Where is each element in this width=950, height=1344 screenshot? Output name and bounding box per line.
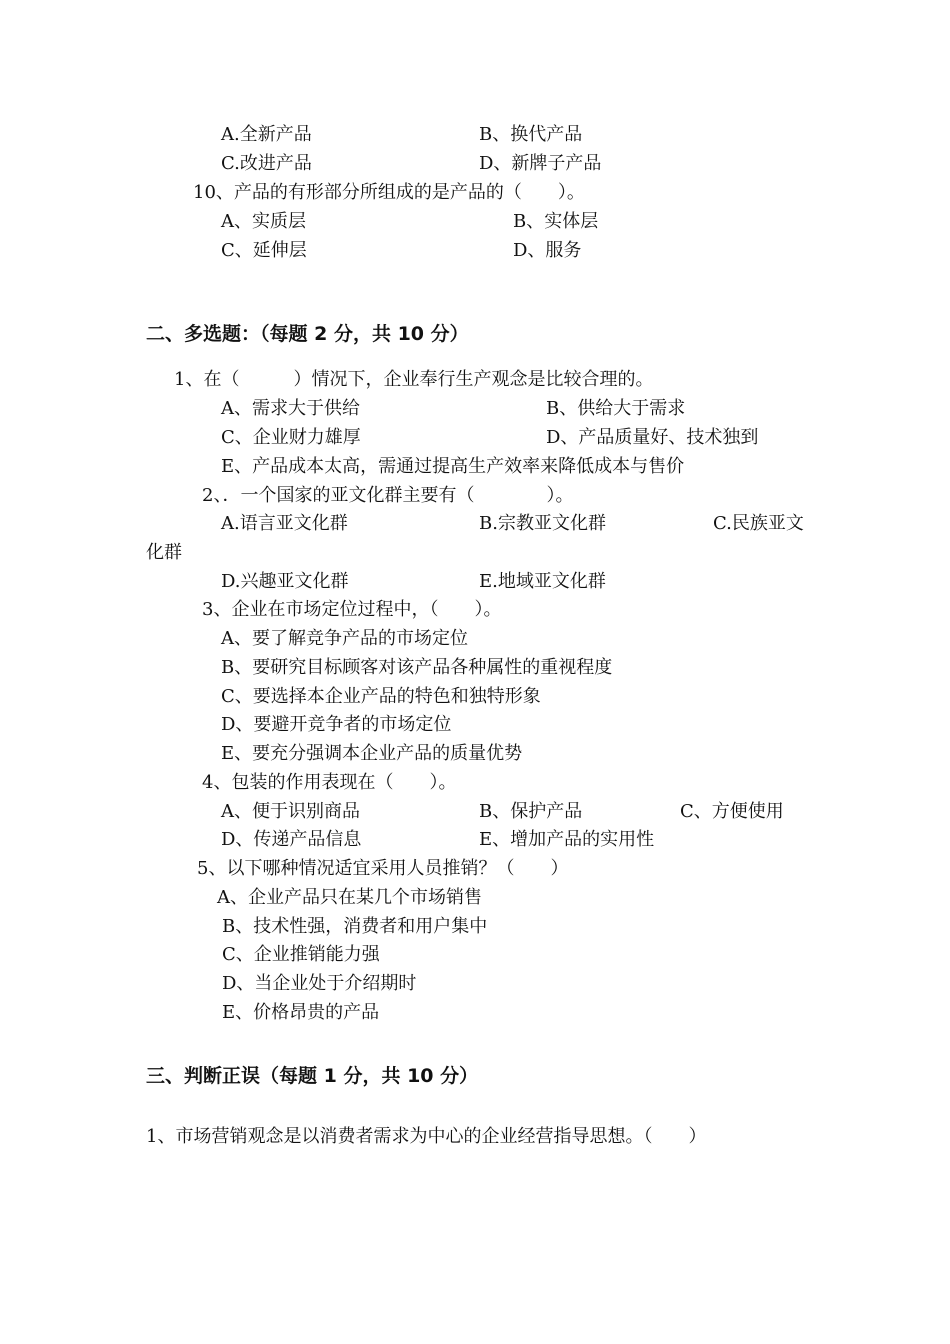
- s2-q5-option-d: D、当企业处于介绍期时: [222, 973, 417, 994]
- section-3-heading: 三、判断正误（每题 1 分，共 10 分）: [146, 1065, 479, 1087]
- s2-q2-question: 2、．一个国家的亚文化群主要有（ ）。: [202, 485, 574, 506]
- s2-q4-option-a: A、便于识别商品: [221, 801, 360, 822]
- s3-q1-question: 1、市场营销观念是以消费者需求为中心的企业经营指导思想。（ ）: [146, 1126, 707, 1147]
- s2-q2-option-e: E.地域亚文化群: [479, 571, 606, 592]
- s2-q3-option-e: E、要充分强调本企业产品的质量优势: [221, 743, 523, 764]
- s2-q3-question: 3、企业在市场定位过程中，（ ）。: [202, 599, 502, 620]
- q9-option-c: C.改进产品: [221, 153, 312, 174]
- s2-q3-option-c: C、要选择本企业产品的特色和独特形象: [221, 686, 541, 707]
- s2-q4-option-e: E、增加产品的实用性: [479, 829, 655, 850]
- section-2-heading: 二、多选题：（每题 2 分，共 10 分）: [146, 323, 469, 345]
- s2-q2-option-b: B.宗教亚文化群: [479, 513, 606, 534]
- q10-question: 10、产品的有形部分所组成的是产品的（ ）。: [193, 182, 585, 203]
- s2-q5-option-b: B、技术性强，消费者和用户集中: [222, 916, 488, 937]
- s2-q5-question: 5、以下哪种情况适宜采用人员推销？（ ）: [197, 858, 569, 879]
- q10-option-b: B、实体层: [513, 211, 599, 232]
- s2-q1-option-d: D、产品质量好、技术独到: [546, 427, 759, 448]
- s2-q2-option-d: D.兴趣亚文化群: [221, 571, 349, 592]
- q9-option-a: A.全新产品: [221, 124, 312, 145]
- q9-option-d: D、新牌子产品: [479, 153, 602, 174]
- s2-q4-option-c: C、方便使用: [680, 801, 784, 822]
- s2-q4-option-d: D、传递产品信息: [221, 829, 362, 850]
- q10-option-a: A、实质层: [221, 211, 306, 232]
- s2-q4-option-b: B、保护产品: [479, 801, 583, 822]
- s2-q5-option-c: C、企业推销能力强: [222, 944, 380, 965]
- s2-q2-option-a: A.语言亚文化群: [221, 513, 348, 534]
- s2-q2-option-c-wrap: 化群: [146, 542, 182, 563]
- s2-q1-question: 1、在（ ）情况下，企业奉行生产观念是比较合理的。: [174, 369, 654, 390]
- s2-q3-option-d: D、要避开竞争者的市场定位: [221, 714, 452, 735]
- s2-q1-option-a: A、需求大于供给: [221, 398, 360, 419]
- s2-q1-option-e: E、产品成本太高，需通过提高生产效率来降低成本与售价: [221, 456, 685, 477]
- s2-q2-option-c: C.民族亚文: [713, 513, 804, 534]
- s2-q5-option-e: E、价格昂贵的产品: [222, 1002, 380, 1023]
- s2-q1-option-c: C、企业财力雄厚: [221, 427, 361, 448]
- q10-option-d: D、服务: [513, 240, 582, 261]
- s2-q3-option-b: B、要研究目标顾客对该产品各种属性的重视程度: [221, 657, 613, 678]
- s2-q1-option-b: B、供给大于需求: [546, 398, 686, 419]
- q10-option-c: C、延伸层: [221, 240, 307, 261]
- s2-q5-option-a: A、企业产品只在某几个市场销售: [217, 887, 482, 908]
- q9-option-b: B、换代产品: [479, 124, 583, 145]
- s2-q4-question: 4、包装的作用表现在（ ）。: [202, 772, 457, 793]
- s2-q3-option-a: A、要了解竞争产品的市场定位: [221, 628, 468, 649]
